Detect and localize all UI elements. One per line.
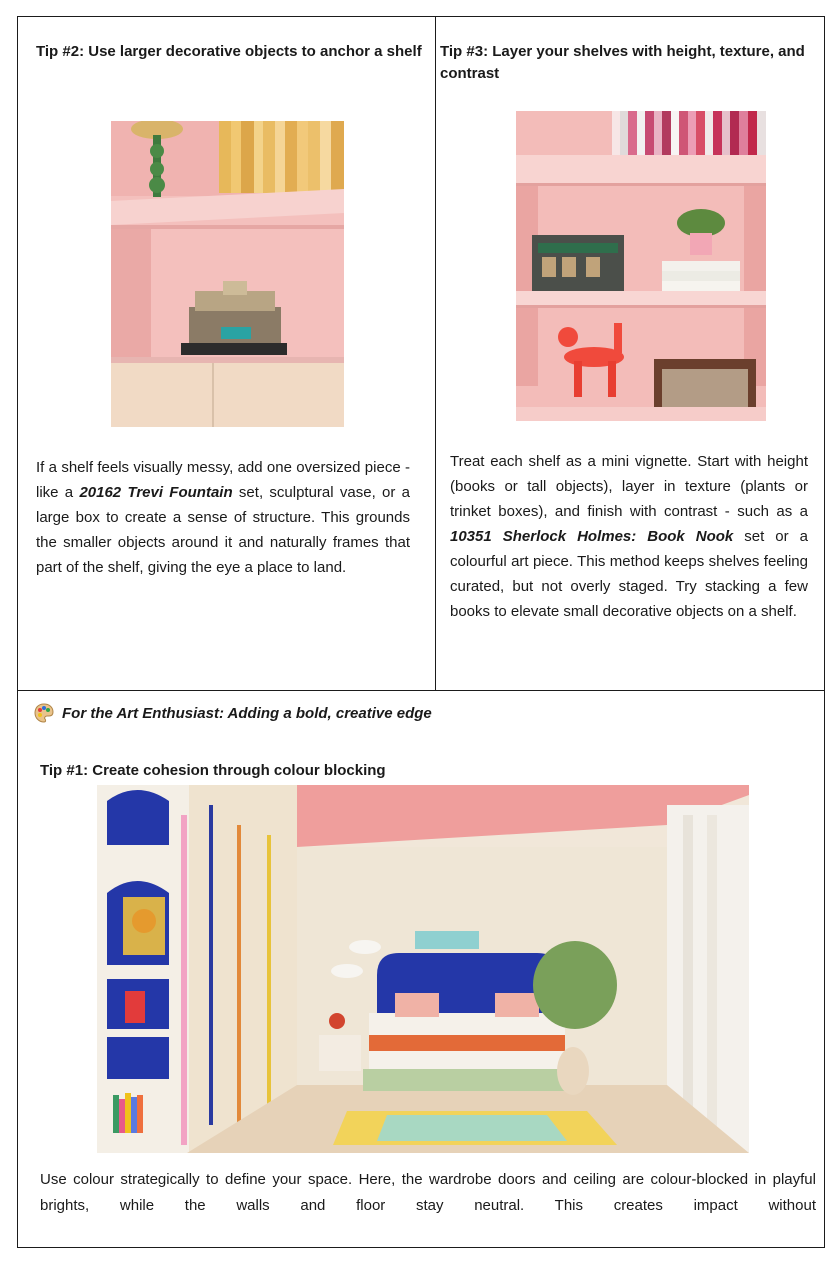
tip-2-cell	[18, 17, 436, 690]
tips-row	[18, 17, 824, 691]
document-page	[17, 16, 825, 1248]
tip-3-title: Tip #3: Layer your shelves with height, texture, and contrast	[440, 43, 805, 82]
tip-1-title: Tip #1: Create cohesion through colour blocking	[40, 762, 386, 779]
tip-3-product-name: 10351 Sherlock Holmes: Book Nook	[450, 528, 734, 545]
tip-2-product-name: 20162 Trevi Fountain	[79, 484, 233, 501]
tip-1-text: Use colour strategically to define your space. Here, the wardrobe doors and ceiling are colour-blocked in playful brights, while the walls and floor stay neutral. This creates impact without	[40, 1171, 816, 1214]
tip-3-text-part: set or a colourful art piece. This method keeps shelves feeling curated, but not overly staged. Try stacking a few books to elevate small decorative objects on a shelf.	[450, 528, 808, 620]
tip-3-text	[450, 449, 808, 624]
artist-palette-icon	[34, 703, 54, 723]
tip-2-text-part: set, sculptural vase, or a large box to create a sense of structure. This grounds the smaller objects around it and naturally frames that part of the shelf, giving the eye a place to land.	[36, 484, 411, 576]
tip-3-cell	[436, 17, 824, 690]
tip-2-title: Tip #2: Use larger decorative objects to anchor a shelf	[36, 43, 422, 60]
layered-shelves-photo	[516, 111, 766, 421]
tip-2-text-part: If a shelf feels visually messy, add one oversized piece - like a	[36, 459, 410, 501]
trevi-fountain-shelf-photo	[111, 121, 344, 427]
colour-blocked-bedroom-photo	[97, 785, 749, 1153]
section-heading	[34, 703, 432, 723]
section-heading-text: For the Art Enthusiast: Adding a bold, creative edge	[62, 704, 432, 722]
tip-3-text-part: Treat each shelf as a mini vignette. Start with height (books or tall objects), layer in texture (plants or trinket boxes), and finish with contrast - such as a	[450, 453, 808, 520]
tip-2-text	[36, 455, 410, 580]
